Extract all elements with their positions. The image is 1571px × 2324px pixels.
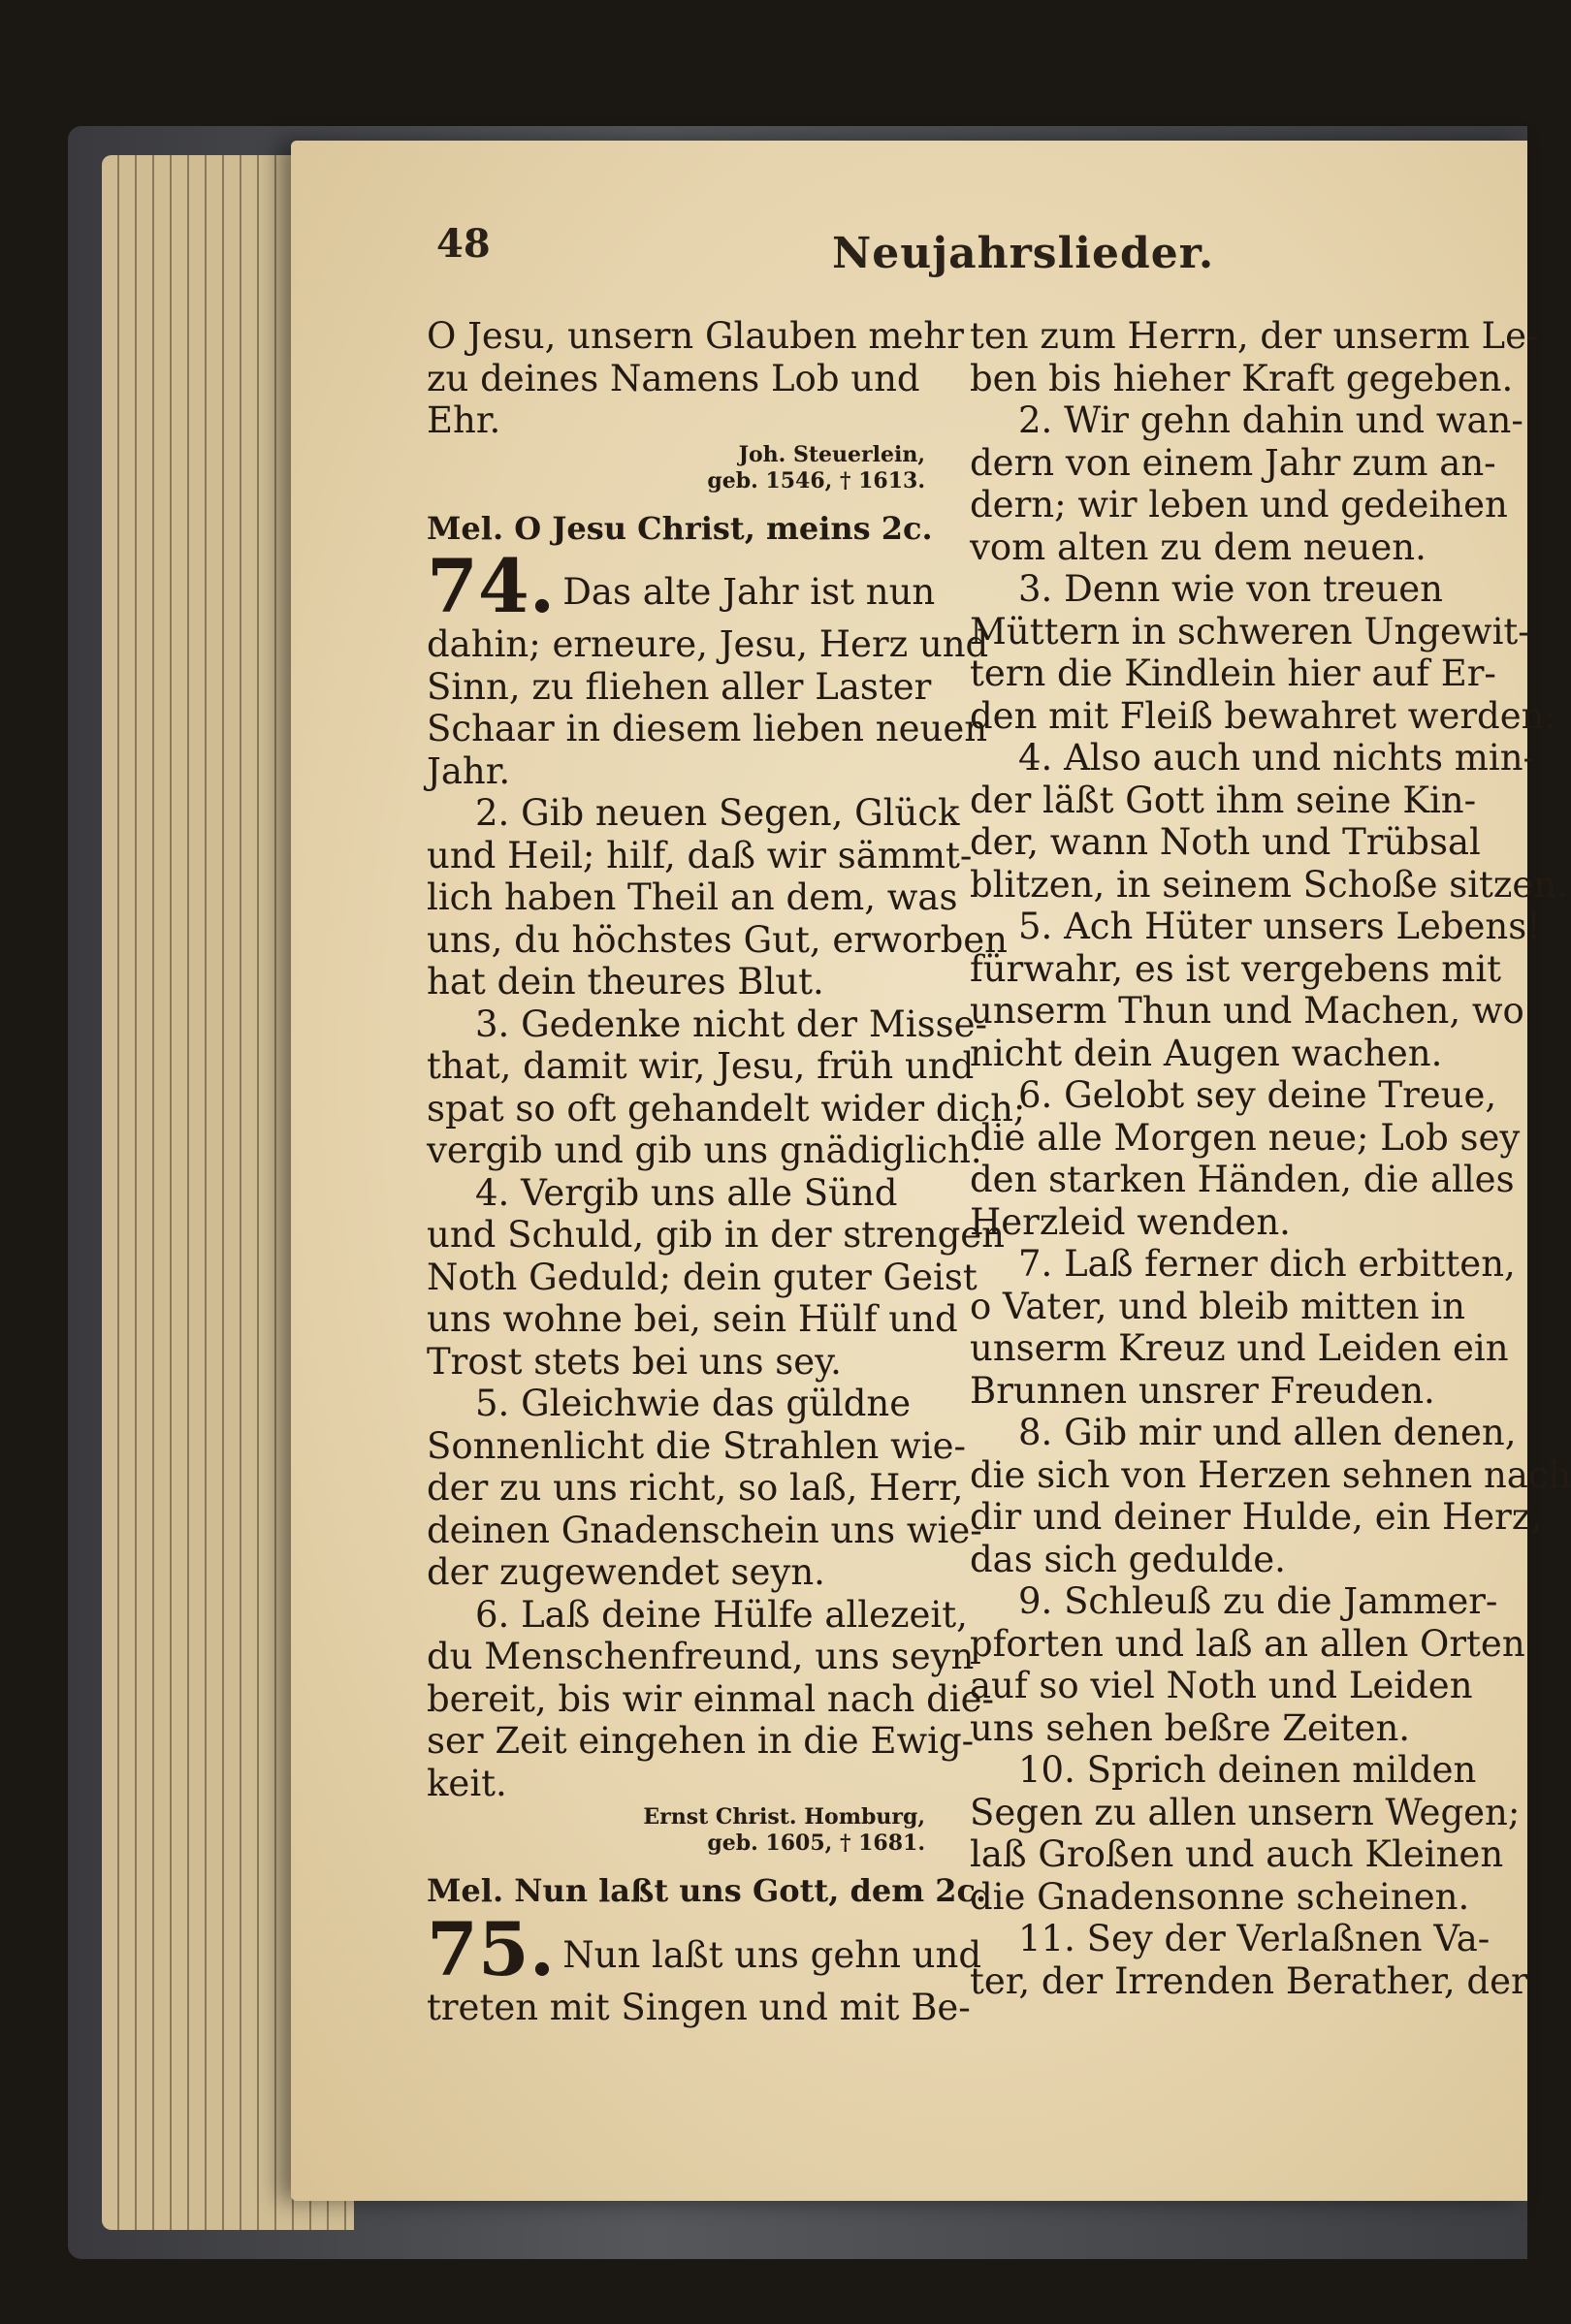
text-line: fürwahr, es ist vergebens mit xyxy=(970,947,1502,990)
text-line: dern von einem Jahr zum an- xyxy=(970,441,1496,484)
text-line: der zugewendet seyn. xyxy=(427,1551,825,1593)
hymn-74-verses xyxy=(427,623,1026,1804)
text-line: Noth Geduld; dein guter Geist xyxy=(427,1256,978,1298)
text-line: 6. Gelobt sey deine Treue, xyxy=(1018,1074,1497,1116)
text-line: 5. Gleichwie das güldne xyxy=(475,1383,912,1424)
hymn-75-verses xyxy=(427,1986,971,2029)
hymn-number: 74. xyxy=(427,543,556,629)
text-line: blitzen, in seinem Schoße sitzen. xyxy=(970,863,1568,906)
author-dates: geb. 1605, † 1681. xyxy=(707,1831,925,1856)
text-line: tern die Kindlein hier auf Er- xyxy=(970,653,1496,694)
text-line: uns sehen beßre Zeiten. xyxy=(970,1706,1411,1749)
text-line: treten mit Singen und mit Be- xyxy=(427,1986,971,2028)
text-line: zu deines Namens Lob und xyxy=(427,357,920,399)
text-line: Segen zu allen unsern Wegen; xyxy=(970,1791,1521,1833)
hymn-heading xyxy=(427,1905,982,1992)
text-line: 8. Gib mir und allen denen, xyxy=(1018,1412,1517,1453)
text-line: uns, du höchstes Gut, erworben xyxy=(427,918,1009,961)
text-line: keit. xyxy=(427,1762,507,1804)
text-line: der zu uns richt, so laß, Herr, xyxy=(427,1467,964,1509)
text-line: ter, der Irrenden Berather, der xyxy=(970,1959,1528,2002)
text-line: den mit Fleiß bewahret werden: xyxy=(970,694,1556,737)
text-line: Sonnenlicht die Strahlen wie- xyxy=(427,1424,967,1467)
text-line: 7. Laß ferner dich erbitten, xyxy=(1018,1243,1516,1285)
page-number: 48 xyxy=(436,221,491,267)
melody-line: Mel. O Jesu Christ, meins 2c. xyxy=(427,509,933,547)
text-line: ser Zeit eingehen in die Ewig- xyxy=(427,1720,975,1762)
text-line: unserm Thun und Machen, wo xyxy=(970,990,1524,1032)
text-line: die sich von Herzen sehnen nach xyxy=(970,1453,1571,1496)
text-line: Jahr. xyxy=(427,749,511,792)
text-line: 5. Ach Hüter unsers Lebens! xyxy=(1018,906,1542,947)
text-line: 6. Laß deine Hülfe allezeit, xyxy=(475,1593,968,1636)
author-attribution: Ernst Christ. Homburg, xyxy=(643,1804,925,1830)
text-line: der läßt Gott ihm seine Kin- xyxy=(970,779,1477,821)
text-line: 2. Wir gehn dahin und wan- xyxy=(1018,399,1523,441)
left-column xyxy=(427,315,1026,2028)
text-line: pforten und laß an allen Orten xyxy=(970,1622,1525,1665)
text-line: 3. Gedenke nicht der Misse- xyxy=(475,1003,987,1045)
text-line: auf so viel Noth und Leiden xyxy=(970,1665,1473,1706)
hymn-heading xyxy=(427,543,936,629)
text-line: die alle Morgen neue; Lob sey xyxy=(970,1116,1521,1159)
text-line: die Gnadensonne scheinen. xyxy=(970,1875,1470,1918)
text-line: unserm Kreuz und Leiden ein xyxy=(970,1327,1509,1369)
running-title: Neujahrslieder. xyxy=(832,229,1215,278)
text-line: der, wann Noth und Trübsal xyxy=(970,821,1481,863)
text-line: das sich gedulde. xyxy=(970,1538,1286,1580)
hymn-number: 75. xyxy=(427,1905,556,1992)
right-column-verses xyxy=(970,315,1571,2002)
text-line: laß Großen und auch Kleinen xyxy=(970,1833,1504,1875)
text-line: vergib und gib uns gnädiglich. xyxy=(427,1130,982,1171)
text-line: und Heil; hilf, daß wir sämmt- xyxy=(427,834,973,876)
text-line: that, damit wir, Jesu, früh und xyxy=(427,1045,975,1087)
hymn-first-line: Nun laßt uns gehn und xyxy=(562,1933,982,1976)
text-line: 11. Sey der Verlaßnen Va- xyxy=(1018,1918,1491,1959)
text-line: dern; wir leben und gedeihen xyxy=(970,484,1508,525)
text-line: 4. Vergib uns alle Sünd xyxy=(475,1171,898,1214)
text-line: bereit, bis wir einmal nach die- xyxy=(427,1677,995,1720)
author-dates: geb. 1546, † 1613. xyxy=(707,467,925,493)
text-line: dahin; erneure, Jesu, Herz und xyxy=(427,623,989,665)
text-line: dir und deiner Hulde, ein Herz, xyxy=(970,1496,1543,1538)
text-line: 2. Gib neuen Segen, Glück xyxy=(475,792,960,834)
text-line: Sinn, zu fliehen aller Laster xyxy=(427,665,932,708)
text-line: Brunnen unsrer Freuden. xyxy=(970,1369,1435,1412)
text-line: Schaar in diesem lieben neuen xyxy=(427,708,988,749)
right-column xyxy=(970,315,1571,2002)
text-line: hat dein theures Blut. xyxy=(427,961,824,1003)
author-attribution: Joh. Steuerlein, xyxy=(738,441,925,467)
text-line: Müttern in schweren Ungewit- xyxy=(970,610,1530,653)
text-line: nicht dein Augen wachen. xyxy=(970,1032,1443,1074)
text-line: uns wohne bei, sein Hülf und xyxy=(427,1298,958,1340)
text-line: deinen Gnadenschein uns wie- xyxy=(427,1509,982,1551)
text-line: 3. Denn wie von treuen xyxy=(1018,568,1443,610)
text-line: o Vater, und bleib mitten in xyxy=(970,1285,1465,1327)
text-line: den starken Händen, die alles xyxy=(970,1159,1515,1200)
text-line: 4. Also auch und nichts min- xyxy=(1018,737,1536,779)
text-line: 9. Schleuß zu die Jammer- xyxy=(1018,1580,1498,1622)
text-line: vom alten zu dem neuen. xyxy=(970,525,1427,568)
text-line: ben bis hieher Kraft gegeben. xyxy=(970,357,1514,399)
text-line: ten zum Herrn, der unserm Le- xyxy=(970,315,1539,357)
text-line: Herzleid wenden. xyxy=(970,1200,1291,1243)
text-line: und Schuld, gib in der strengen xyxy=(427,1214,1005,1256)
text-line: Ehr. xyxy=(427,399,501,441)
hymn-first-line: Das alte Jahr ist nun xyxy=(562,571,936,613)
text-line: O Jesu, unsern Glauben mehr xyxy=(427,315,964,357)
text-line: Trost stets bei uns sey. xyxy=(427,1340,842,1383)
melody-line: Mel. Nun laßt uns Gott, dem 2c. xyxy=(427,1872,987,1909)
text-line: 10. Sprich deinen milden xyxy=(1018,1749,1477,1791)
text-line: spat so oft gehandelt wider dich; xyxy=(427,1087,1026,1130)
text-line: lich haben Theil an dem, was xyxy=(427,876,958,918)
text-line: du Menschenfreund, uns seyn xyxy=(427,1636,975,1677)
